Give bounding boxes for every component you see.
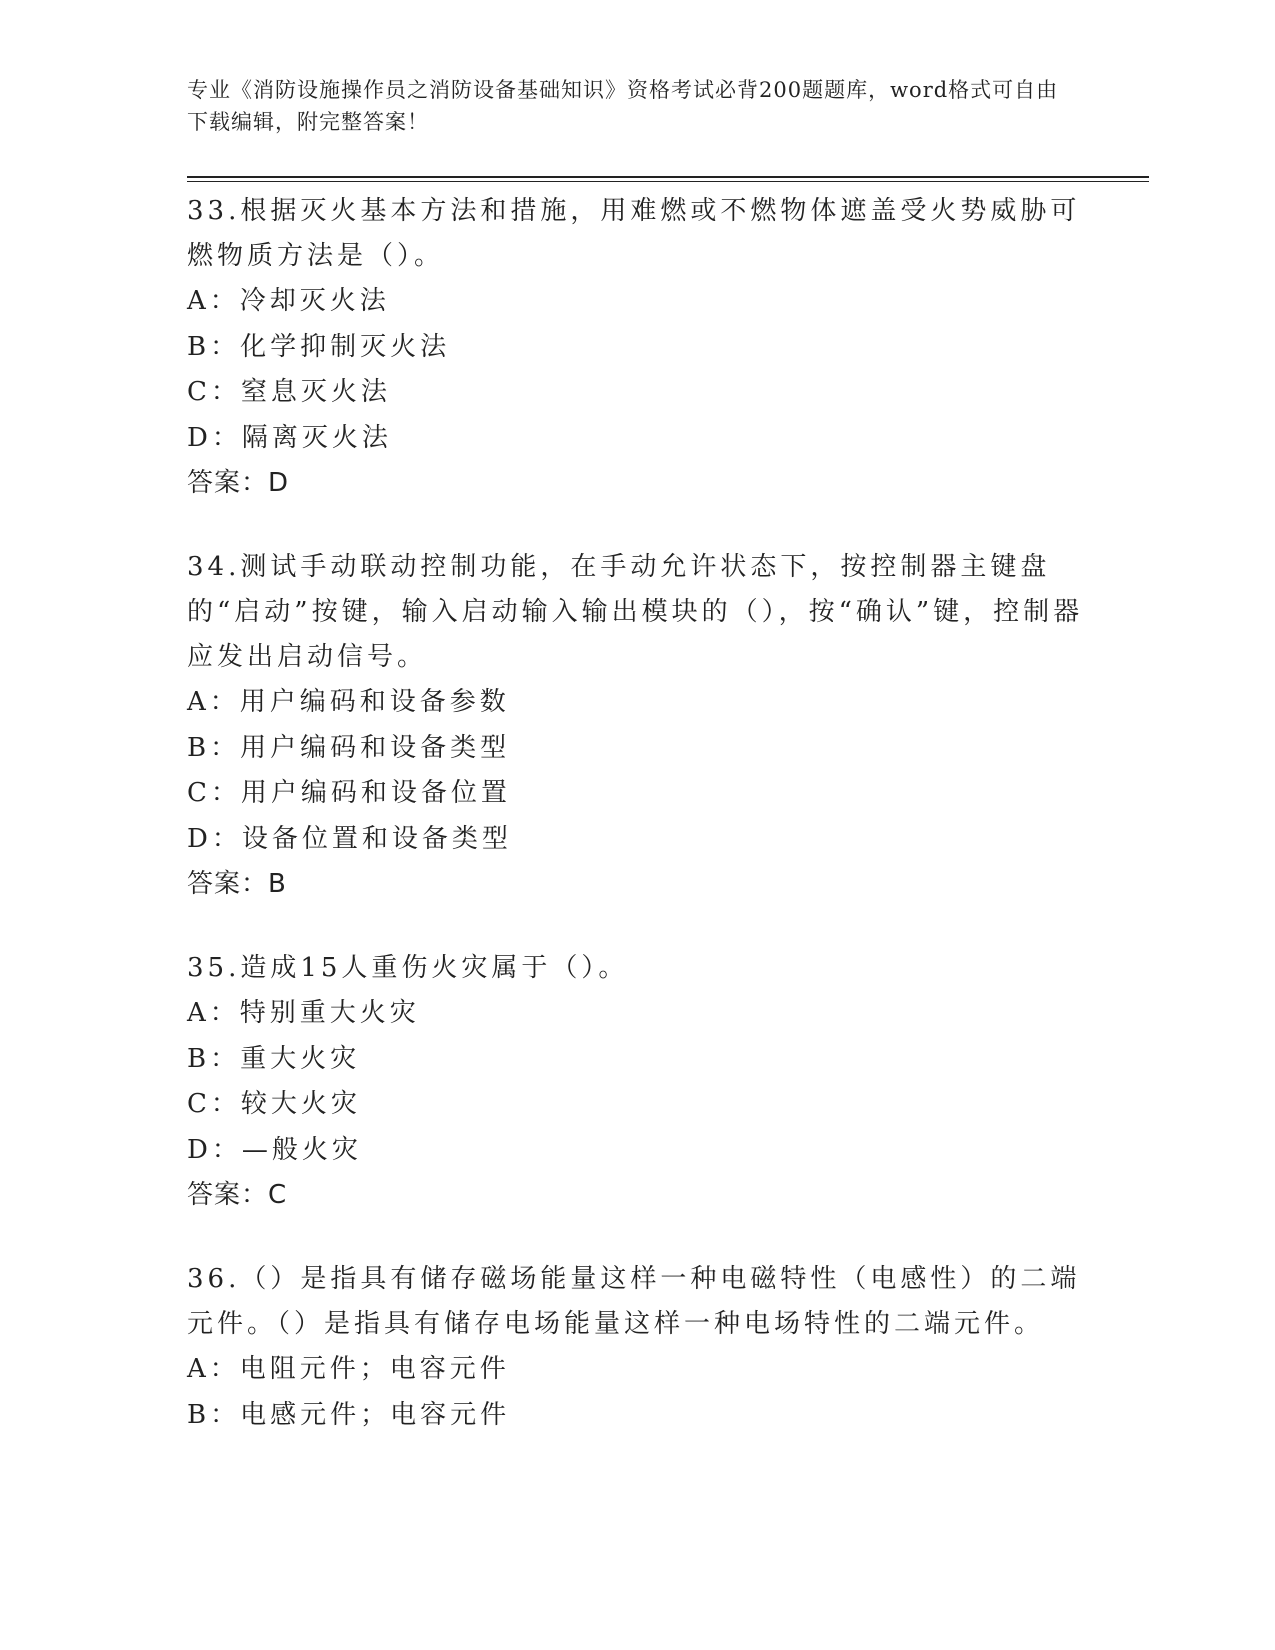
option-d: D：设备位置和设备类型 <box>187 823 512 854</box>
option-c: C：窒息灭火法 <box>187 377 391 407</box>
header-divider-thin <box>187 181 1149 182</box>
option-b: B：重大火灾 <box>187 1043 361 1074</box>
option-c: C：较大火灾 <box>187 1089 361 1119</box>
answer: 答案：D <box>187 468 290 498</box>
header-divider <box>187 176 1149 178</box>
question-36 <box>187 1257 1087 1438</box>
option-a: A：电阻元件；电容元件 <box>187 1354 510 1384</box>
option-d: D：隔离灭火法 <box>187 422 392 453</box>
question-stem: 35.造成15人重伤火灾属于（）。 <box>187 953 629 983</box>
option-d: D：—般火灾 <box>187 1134 362 1165</box>
question-list <box>187 189 1087 1477</box>
option-b: B：用户编码和设备类型 <box>187 732 511 763</box>
question-stem: 36.（）是指具有储存磁场能量这样一种电磁特性（电感性）的二端元件。（）是指具有储存电场能量这样一种电场特性的二端元件。 <box>187 1264 1081 1339</box>
option-a: A：冷却灭火法 <box>187 286 390 316</box>
question-stem: 33.根据灭火基本方法和措施，用难燃或不燃物体遮盖受火势威胁可燃物质方法是（）。 <box>187 196 1081 271</box>
question-35 <box>187 946 1087 1218</box>
option-a: A：特别重大火灾 <box>187 998 420 1028</box>
question-34 <box>187 545 1087 907</box>
option-b: B：化学抑制灭火法 <box>187 331 451 362</box>
option-b: B：电感元件；电容元件 <box>187 1399 511 1430</box>
document-header: 专业《消防设施操作员之消防设备基础知识》资格考试必背200题题库，word格式可自由下载编辑，附完整答案！ <box>187 78 1059 134</box>
answer: 答案：C <box>187 1180 288 1210</box>
option-c: C：用户编码和设备位置 <box>187 778 511 808</box>
question-stem: 34.测试手动联动控制功能，在手动允许状态下，按控制器主键盘的“启动”按键，输入启动输入输出模块的（），按“确认”键，控制器应发出启动信号。 <box>187 552 1084 672</box>
answer: 答案：B <box>187 869 287 899</box>
question-33 <box>187 189 1087 506</box>
option-a: A：用户编码和设备参数 <box>187 687 510 717</box>
